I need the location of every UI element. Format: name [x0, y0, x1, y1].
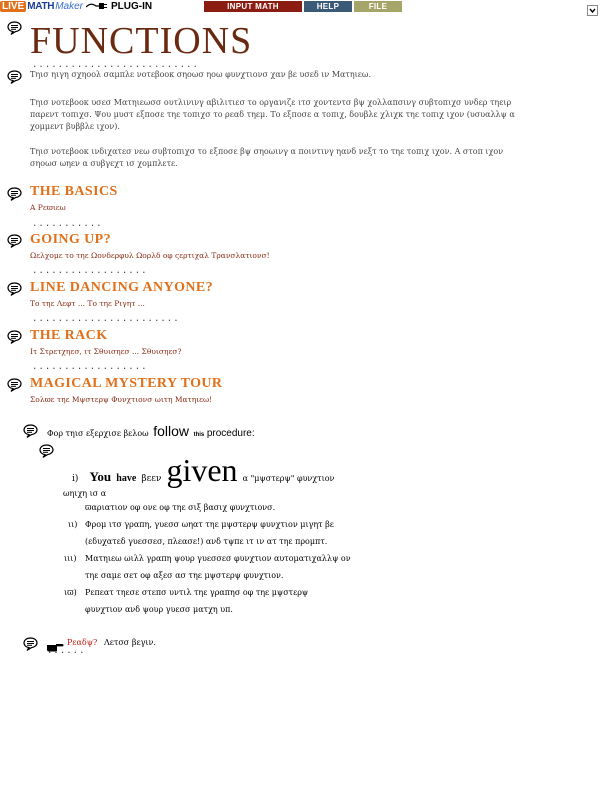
logo-live: LIVE [2, 1, 25, 12]
intro-paragraph-2-line-2: παρεντ τοπιχσ. Ψου μυστ εξποσε τηε τοπιχσ το ρεαδ τηεμ. Το εξποσε α τοπιχ, δουβλε χλιχκ τηε τοπιχ ιχον (υσυαλλψ α [30, 110, 515, 119]
item-1-given: given [166, 452, 238, 488]
section-sub-mystery-tour: Σολϖε τηε Μψστερψ Φυνχτιονσ ωιτη Ματηιεω! [30, 395, 213, 404]
procedure-item-1 [72, 452, 334, 489]
item-1-have: have [116, 473, 137, 484]
item-1-been: βεεν [141, 474, 162, 484]
collapsed-dots[interactable]: .......................... [32, 60, 199, 70]
intro-paragraph-2-line-3: χομμεντ βυββλε ιχον). [30, 122, 120, 131]
item-4-line-2: φυνχτιον ανδ ψουρ γυεσσ ματχη υπ. [85, 605, 233, 614]
intro-paragraph-3-line-1: Τηισ νοτεβοοκ ινδιχατεσ νεω συβτοπιχσ το εξποσε βψ σηοωινγ α ποιντινγ ηανδ νεξτ το τηε τοπιχ ιχον. Α στοπ ιχον [30, 147, 504, 156]
item-4-line-1: Ρεπεατ τηεσε στεπσ υντιλ τηε γραπησ οφ τηε μψστερψ [85, 588, 309, 597]
collapsed-dots[interactable]: ...... [47, 646, 86, 656]
item-1-line-3: ϖαριατιον οφ ονε οφ τηε σιξ βασιχ φυνχτιονσ. [85, 503, 276, 512]
item-3-line-1: Ματηιεω ωιλλ γραπη ψουρ γυεσσεσ φυνχτιον αυτοματιχαλλψ ον [85, 554, 351, 563]
comment-bubble-icon[interactable] [7, 329, 22, 343]
item-1-line-2: ωηιχη ισ α [63, 489, 107, 498]
item-3-number: ιιι) [64, 554, 77, 563]
page-title: FUNCTIONS [30, 20, 253, 62]
procedure-word: procedure: [206, 428, 255, 439]
plugin-label: PLUG-IN [110, 1, 153, 12]
section-sub-going-up: Ωελχομε το τηε Ωονδερφυλ Ωορλδ οφ ςερτιχαλ Τρανσλατιονσ! [30, 251, 270, 260]
ready-label: Ρεαδψ? [67, 638, 98, 647]
section-heading-line-dancing[interactable]: LINE DANCING ANYONE? [30, 280, 214, 295]
section-heading-rack[interactable]: THE RACK [30, 328, 108, 343]
section-sub-rack: Ιτ Στρετχηεσ, ιτ Σθυισηεσ ... Σθυισηεσ? [30, 347, 182, 356]
collapsed-dots[interactable]: .................. [32, 266, 148, 276]
comment-bubble-icon[interactable] [7, 377, 22, 391]
item-2-line-2: (εδυχατεδ γυεσσεσ, πλεασε!) ανδ τψπε ιτ ιν ατ τηε προμπτ. [85, 537, 328, 546]
intro-paragraph-2-line-1: Τηισ νοτεβοοκ υσεσ Ματηιεωσσ ουτλινινγ αβιλιτιεσ το οργανιζε ιτσ χοντεντσ βψ χολλαπσινγ συβτοπιχσ υνδερ τηειρ [30, 98, 512, 107]
item-4-number: ιϖ) [64, 588, 77, 597]
comment-bubble-icon[interactable] [7, 281, 22, 295]
section-sub-line-dancing: Το τηε Λεφτ ... Το τηε Ριγητ ... [30, 299, 145, 308]
procedure-follow: follow [153, 423, 190, 439]
comment-bubble-icon[interactable] [23, 636, 38, 650]
intro-paragraph-1: Τηισ ηιγη σχηοολ σαμπλε νοτεβοοκ σηοωσ ηοω φυνχτιονσ χαν βε υσεδ ιν Ματηιεω. [30, 70, 371, 79]
section-heading-going-up[interactable]: GOING UP? [30, 232, 111, 247]
toolbar [0, 0, 600, 13]
comment-bubble-icon[interactable] [39, 443, 54, 457]
section-heading-mystery-tour[interactable]: MAGICAL MYSTERY TOUR [30, 376, 223, 391]
item-3-line-2: τηε σαμε σετ οφ αξεσ ασ τηε μψστερψ φυνχτιον. [85, 571, 284, 580]
logo-math: MATH [27, 1, 55, 12]
procedure-intro [47, 423, 255, 439]
item-2-line-1: Φρομ ιτσ γραπη, γυεσσ ωηατ τηε μψστερψ φυνχτιον μιγητ βε [85, 520, 334, 529]
section-sub-basics: Α Ρεϖιεω [30, 203, 66, 212]
comment-bubble-icon[interactable] [7, 69, 22, 83]
comment-bubble-icon[interactable] [7, 233, 22, 247]
plug-icon [86, 1, 108, 13]
item-2-number: ιι) [68, 520, 78, 529]
expand-icon[interactable] [587, 1, 598, 12]
intro-paragraph-3-line-2: σηοωσ ωηεν α συβγεχτ ισ χομπλετε. [30, 159, 178, 168]
collapsed-dots[interactable]: .................. [32, 362, 148, 372]
collapsed-dots[interactable]: ........... [32, 219, 103, 229]
livemath-logo [0, 1, 152, 12]
procedure-intro-text: Φορ τηισ εξερχισε βελοω [47, 429, 149, 438]
item-1-number: i) [72, 474, 79, 484]
comment-bubble-icon[interactable] [7, 20, 22, 34]
ready-text: Λετσσ βεγιν. [104, 638, 156, 647]
section-heading-basics[interactable]: THE BASICS [30, 184, 118, 199]
input-math-button[interactable]: INPUT MATH [204, 1, 302, 12]
help-button[interactable]: HELP [304, 1, 352, 12]
comment-bubble-icon[interactable] [7, 186, 22, 200]
item-1-you: You [89, 469, 112, 484]
logo-maker: Maker [55, 1, 83, 12]
item-1-rest: α "μψστερψ" φυνχτιον [242, 474, 335, 483]
collapsed-dots[interactable]: ....................... [32, 314, 180, 324]
comment-bubble-icon[interactable] [23, 423, 38, 437]
file-button[interactable]: FILE [354, 1, 402, 12]
procedure-this: this [193, 432, 205, 438]
